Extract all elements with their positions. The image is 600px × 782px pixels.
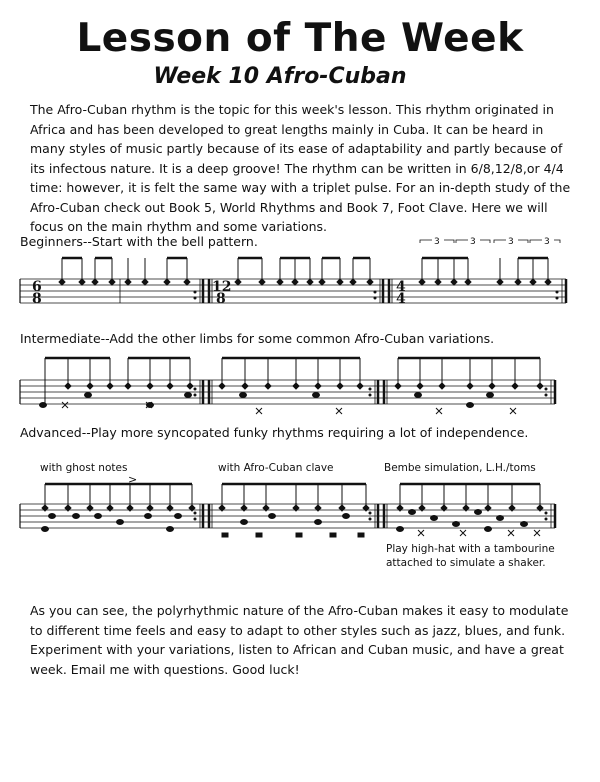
time-sig-12-8-bottom: 8 <box>216 291 226 307</box>
advanced-notes <box>42 484 544 537</box>
hihat-note-line-1: Play high-hat with a tambourine <box>386 543 555 555</box>
beginners-notes <box>59 258 551 285</box>
page-title: Lesson of The Week <box>76 16 524 61</box>
ghost-notes-label: with ghost notes <box>40 462 128 474</box>
triplet-mark: 3 <box>470 237 476 247</box>
beginners-heading: Beginners--Start with the bell pattern. <box>20 234 258 249</box>
intermediate-heading: Intermediate--Add the other limbs for some common Afro-Cuban variations. <box>20 331 495 346</box>
repeat-dots <box>194 291 559 521</box>
time-sig-6-8-top: 6 <box>32 279 42 295</box>
intermediate-staff <box>20 380 555 404</box>
intro-paragraph: The Afro-Cuban rhythm is the topic for this week's lesson. This rhythm originated in Africa and has been developed to great lengths mainly in Cuba. It can be heard in many styles of music partly because of its ease of adaptability and partly because of its infectous nature. It is a deep groove! The rhythm can be written in 6/8,12/8,or 4/4 time: however, it is felt the same way with a triplet pulse. For an in-depth study of the Afro-Cuban check out Book 5, World Rhythms and Book 7, Foot Clave. Here we will focus on the main rhythm and some variations. <box>30 102 571 234</box>
hihat-note-line-2: attached to simulate a shaker. <box>386 557 546 569</box>
clave-label: with Afro-Cuban clave <box>218 462 334 474</box>
time-sig-12-8-top: 12 <box>212 279 232 295</box>
advanced-heading: Advanced--Play more syncopated funky rhythms requiring a lot of independence. <box>20 425 529 440</box>
time-sig-6-8-bottom: 8 <box>32 291 42 307</box>
triplet-mark: 3 <box>544 237 550 247</box>
triplet-mark: 3 <box>434 237 440 247</box>
triplet-brackets <box>420 240 560 243</box>
outro-paragraph: As you can see, the polyrhythmic nature of the Afro-Cuban makes it easy to modulate to different time feels and easy to adapt to other styles such as jazz, blues, and funk. Experiment with your variations, listen to African and Cuban music, and have a great week. Email me with questions. Good luck! <box>30 603 569 677</box>
bembe-label: Bembe simulation, L.H./toms <box>384 462 536 474</box>
accent-mark: > <box>128 473 138 486</box>
triplet-mark: 3 <box>508 237 514 247</box>
page-subtitle: Week 10 Afro-Cuban <box>153 64 407 89</box>
time-sig-4-4-top: 4 <box>396 279 406 295</box>
time-sig-4-4-bottom: 4 <box>396 291 406 307</box>
